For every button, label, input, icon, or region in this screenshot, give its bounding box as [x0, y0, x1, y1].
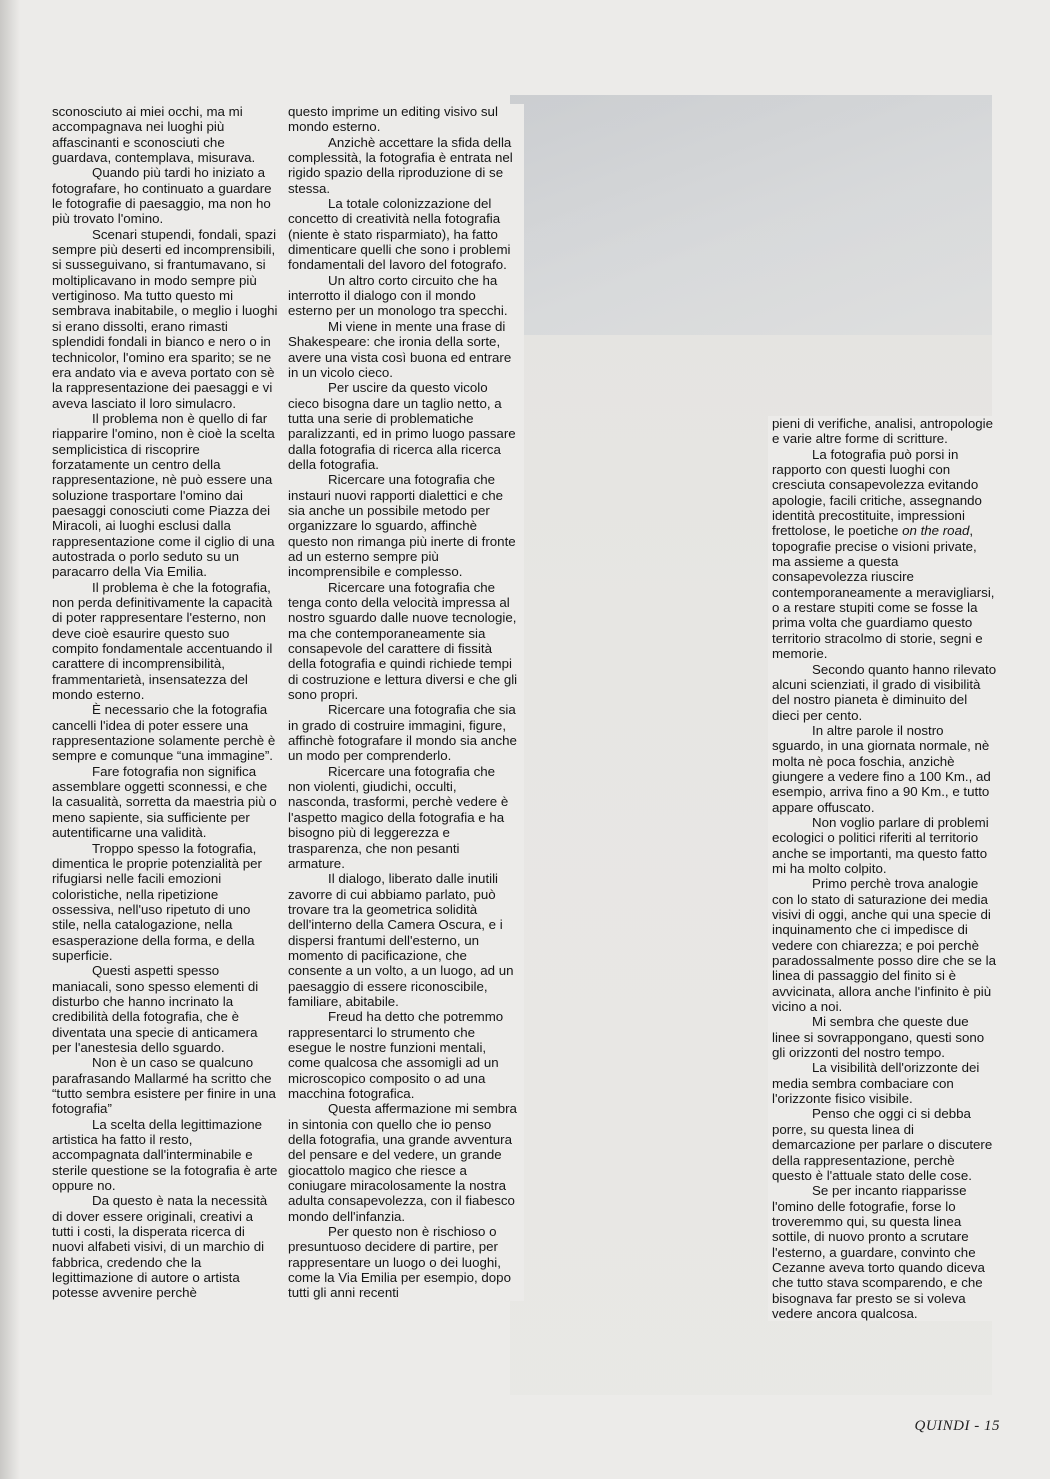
paragraph: Mi viene in mente una frase di Shakespeare: che ironia della sorte, avere una vista così buona ed entrare in un vicolo cieco. — [288, 318, 512, 380]
paragraph: Quando più tardi ho iniziato a fotografare, ho continuato a guardare le fotografie di paesaggio, ma non ho più trovato l'omino. — [52, 165, 272, 227]
show-through-photo — [510, 95, 992, 335]
paragraph: La visibilità dell'orizzonte dei media sembra combaciare con l'orizzonte fisico visibile. — [772, 1060, 980, 1107]
paragraph: sconosciuto ai miei occhi, ma mi accompagnava nei luoghi più affascinanti e sconosciuti che guardava, contemplava, misurava. — [52, 104, 256, 166]
page-footer: QUINDI - 15 — [914, 1418, 1000, 1434]
paragraph: Non voglio parlare di problemi ecologici o politici riferiti al territorio anche se importanti, ma questo fatto mi ha molto colpito. — [772, 814, 989, 876]
paragraph: La scelta della legittimazione artistica ha fatto il resto, accompagnata dall'interminabile e sterile questione se la fotografia è arte oppure no. — [52, 1116, 278, 1194]
text-column-3 — [768, 416, 997, 1321]
paragraph: Scenari stupendi, fondali, spazi sempre più deserti ed incomprensibili, si susseguivano, si frantumavano, si moltiplicavano in modo sempre più vertiginoso. Ma tutto questo mi sembrava inabitabile, o meglio i luoghi si erano dissolti, erano rimasti splendidi fondali in bianco e nero o in technicolor, l'omino era sparito; se ne era andato via e aveva portato con sè la rappresentazione dei paesaggi e vi aveva lasciato il loro simulacro. — [52, 226, 278, 411]
paragraph: Per questo non è rischioso o presuntuoso decidere di partire, per rappresentare un luogo o dei luoghi, come la Via Emilia per esempio, dopo tutti gli anni recenti — [288, 1224, 511, 1301]
paragraph: Da questo è nata la necessità di dover essere originali, creativi a tutti i costi, la disperata ricerca di nuovi alfabeti visivi, di un marchio di fabbrica, credendo che la legittimazione di autore o artista potesse avvenire perchè — [52, 1193, 268, 1301]
paragraph: Troppo spesso la fotografia, dimentica le proprie potenzialità per rifugiarsi nelle facili emozioni coloristiche, nella ripetizione ossessiva, nell'uso ripetuto di uno stile, nella catalogazione, nella esasperazione della forma, e della superficie. — [52, 840, 262, 963]
paragraph: È necessario che la fotografia cancelli l'idea di poter essere una rappresentazione solamente perchè è sempre e comunque “una immagine”. — [52, 702, 276, 764]
paragraph: Ricercare una fotografia che instauri nuovi rapporti dialettici e che sia anche un possibile metodo per organizzare lo sguardo, affinchè questo non rimanga più inerte di fronte ad un esterno sempre più incomprensibile e complesso. — [288, 472, 516, 580]
paragraph — [772, 447, 997, 662]
paragraph: La totale colonizzazione del concetto di creatività nella fotografia (niente è stato risparmiato), ha fatto dimenticare quelli che sono i problemi fondamentali del lavoro del fotografo. — [288, 196, 511, 273]
paragraph: Ricercare una fotografia che sia in grado di costruire immagini, figure, affinchè fotografare il mondo sia anche un modo per comprenderlo. — [288, 702, 517, 764]
paragraph: Il problema è che la fotografia, non perda definitivamente la capacità di poter rappresentare l'esterno, non deve cioè esaurire questo suo compito fondamentale accentuando il carattere di incomprensibilità, frammentarietà, insensatezza del mondo esterno. — [52, 579, 273, 703]
paragraph: questo imprime un editing visivo sul mondo esterno. — [288, 104, 498, 135]
paragraph: pieni di verifiche, analisi, antropologie e varie altre forme di scritture. — [772, 416, 994, 447]
paragraph: Questa affermazione mi sembra in sintonia con quello che io penso della fotografia, una grande avventura del pensare e del vedere, un grande giocattolo magico che riesce a coniugare miracolosamente la nostra adulta consapevolezza, con il fiabesco mondo dell'infanzia. — [288, 1101, 517, 1224]
italic-phrase: on the road — [902, 523, 970, 539]
paragraph: Questi aspetti spesso maniacali, sono spesso elementi di disturbo che hanno incrinato la credibilità della fotografia, che è diventata una specie di anticamera per l'anestesia dello sguardo. — [52, 963, 259, 1055]
paragraph: Ricercare una fotografia che non violenti, giudichi, occulti, nasconda, trasformi, perchè vedere è l'aspetto magico della fotografia e ha bisogno più di leggerezza e trasparenza, che non pesanti armature. — [288, 763, 509, 871]
paragraph: Un altro corto circuito che ha interrotto il dialogo con il mondo esterno per un monologo tra specchi. — [288, 272, 508, 319]
paragraph: Primo perchè trova analogie con lo stato di saturazione dei media visivi di oggi, anche qui una specie di inquinamento che ci impedisce di vedere con chiarezza; e poi perchè paradossalmente posso dire che se la linea di passaggio del finito si è avvicinata, allora anche l'infinito è più vicino a noi. — [772, 876, 996, 1015]
paragraph: Non è un caso se qualcuno parafrasando Mallarmé ha scritto che “tutto sembra esistere per finire in una fotografia” — [52, 1055, 276, 1117]
text-run: La fotografia può porsi in rapporto con questi luoghi con cresciuta consapevolezza evitando apologie, facili critiche, assegnando identità precostituite, impressioni frettolose, le poetiche — [772, 446, 982, 539]
paragraph: Mi sembra che queste due linee si sovrappongano, questi sono gli orizzonti del nostro tempo. — [772, 1014, 985, 1061]
paragraph: Freud ha detto che potremmo rappresentarci lo strumento che esegue le nostre funzioni mentali, come qualcosa che assomigli ad un microscopico composito o ad una macchina fotografica. — [288, 1009, 504, 1101]
paragraph: Fare fotografia non significa assemblare oggetti sconnessi, e che la casualità, sorretta da maestria più o meno sapiente, sia sufficiente per autentificarne una validità. — [52, 763, 277, 841]
text-column-2 — [288, 104, 524, 1301]
paragraph: In altre parole il nostro sguardo, in una giornata normale, nè molta nè poca foschia, anzichè giungere a vedere fino a 100 Km., ad esempio, arriva fino a 90 Km., e tutto appare offuscato. — [772, 722, 991, 815]
paragraph: Ricercare una fotografia che tenga conto della velocità impressa al nostro sguardo dalle nuove tecnologie, ma che contemporaneamente sia consapevole del carattere di fissità della fotografia e quindi richiede tempi di costruzione e lettura diversi e che gli sono propri. — [288, 579, 518, 703]
page-edge-shadow — [0, 0, 20, 1479]
text-run: , topografie precise o visioni private, ma assieme a questa consapevolezza riuscire contemporaneamente a meravigliarsi, o a restare stupiti come se fosse la prima volta che guardiamo questo territorio stracolmo di storie, segni e memorie. — [772, 523, 995, 662]
paragraph: Se per incanto riapparisse l'omino delle fotografie, forse lo troveremmo qui, su questa linea sottile, di nuovo pronto a scrutare l'esterno, a guardare, convinto che Cezanne aveva torto quando diceva che tutto stava scomparendo, e che bisognava far presto se si voleva vedere ancora qualcosa. — [772, 1183, 985, 1321]
paragraph: Il problema non è quello di far riapparire l'omino, non è cioè la scelta semplicistica di riscoprire forzatamente un centro della rappresentazione, nè può essere una soluzione trasportare l'omino dai paesaggi conosciuti come Piazza dei Miracoli, ai luoghi esclusi dalla rappresentazione come il ciglio di una autostrada o porlo seduto su un paracarro della Via Emilia. — [52, 410, 275, 580]
paragraph: Secondo quanto hanno rilevato alcuni scienziati, il grado di visibilità del nostro pianeta è diminuito del dieci per cento. — [772, 661, 997, 723]
text-column-1 — [52, 104, 278, 1301]
paragraph: Anzichè accettare la sfida della complessità, la fotografia è entrata nel rigido spazio della riproduzione di se stessa. — [288, 134, 513, 196]
paragraph: Per uscire da questo vicolo cieco bisogna dare un taglio netto, a tutta una serie di problematiche paralizzanti, ed in primo luogo passare dalla fotografia di ricerca alla ricerca della fotografia. — [288, 380, 516, 472]
paragraph: Il dialogo, liberato dalle inutili zavorre di cui abbiamo parlato, può trovare tra la geometrica solidità dell'interno della Camera Oscura, e i dispersi frantumi dell'esterno, un momento di pacificazione, che consente a un volto, a un luogo, ad un paesaggio di essere riconoscibile, familiare, abitabile. — [288, 871, 514, 1009]
paragraph: Penso che oggi ci si debba porre, su questa linea di demarcazione per parlare o discutere della rappresentazione, perchè questo è l'attuale stato delle cose. — [772, 1106, 993, 1183]
